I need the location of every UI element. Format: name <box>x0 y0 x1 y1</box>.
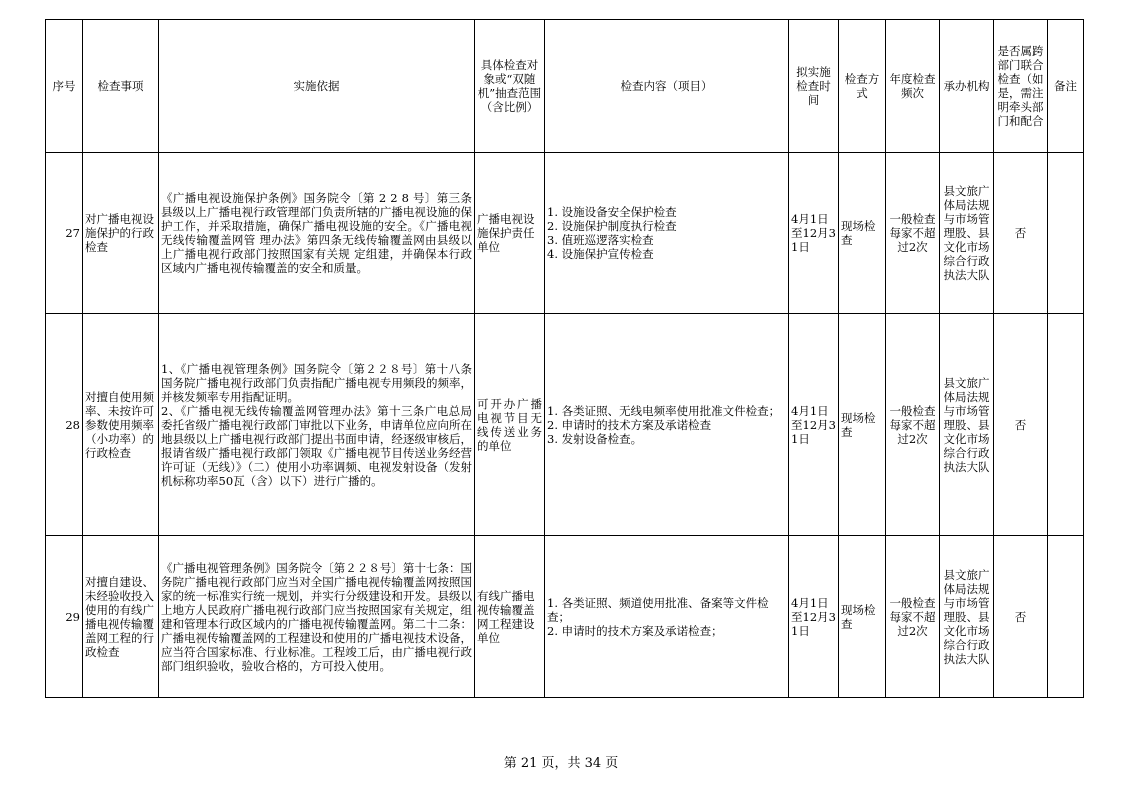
row-item: 对广播电视设施保护的行政检查 <box>83 153 159 314</box>
header-joint: 是否属跨部门联合检查（如是，需注明牵头部门和配合 <box>994 20 1048 153</box>
row-basis: 《广播电视设施保护条例》国务院令〔第 2 2 8 号〕第三条 县级以上广播电视行政管理部门负责所辖的广播电视设施的保护工作，并采取措施，确保广播电视设施的安全。《广播电视无线传输覆盖网管 理办法》第四条无线传输覆盖网由县级以上广播电视行政部门按照国家有关规 定组建，并确保本行政区域内广播电视传输覆盖的安全和质量。 <box>159 153 475 314</box>
row-joint: 否 <box>994 536 1048 698</box>
row-no: 27 <box>46 153 83 314</box>
row-no: 28 <box>46 314 83 536</box>
row-freq: 一般检查每家不超过2次 <box>886 536 940 698</box>
row-object: 广播电视设 施保护责任单位 <box>475 153 545 314</box>
row-content: 1. 设施设备安全保护检查 2. 设施保护制度执行检查 3. 值班巡逻落实检查 4. 设施保护宣传检查 <box>545 153 789 314</box>
header-row <box>46 20 1084 153</box>
row-content: 1. 各类证照、频道使用批准、备案等文件检查； 2. 申请时的技术方案及承诺检查； <box>545 536 789 698</box>
header-org: 承办机构 <box>940 20 994 153</box>
row-basis: 《广播电视管理条例》国务院令〔第２２８号〕第十七条：国务院广播电视行政部门应当对全国广播电视传输覆盖网按照国家的统一标准实行统一规划，并实行分级建设和开发。县级以上地方人民政府广播电视行政部门应当按照国家有关规定，组建和管理本行政区域内的广播电视传输覆盖网。第二十二条：广播电视传输覆盖网的工程建设和使用的广播电视技术设备，应当符合国家标准、行业标准。工程竣工后，由广播电视行政部门组织验收，验收合格的，方可投入使用。 <box>159 536 475 698</box>
header-content: 检查内容（项目） <box>545 20 789 153</box>
row-object: 有线广播电视传输覆盖网工程建设单位 <box>475 536 545 698</box>
row-time: 4月1日至12月31日 <box>789 153 839 314</box>
page-number: 第 21 页，共 34 页 <box>503 756 619 771</box>
table-row <box>46 536 1084 698</box>
row-no: 29 <box>46 536 83 698</box>
table-row <box>46 314 1084 536</box>
header-object: 具体检查对象或“双随机”抽查范围（含比例） <box>475 20 545 153</box>
row-joint: 否 <box>994 153 1048 314</box>
inspection-table <box>45 19 1084 698</box>
row-note <box>1048 314 1084 536</box>
row-time: 4月1日至12月31日 <box>789 314 839 536</box>
header-basis: 实施依据 <box>159 20 475 153</box>
header-freq: 年度检查频次 <box>886 20 940 153</box>
row-joint: 否 <box>994 314 1048 536</box>
row-org: 县文旅广体局法规与市场管理股、县文化市场综合行政执法大队 <box>940 314 994 536</box>
row-note <box>1048 153 1084 314</box>
row-method: 现场检查 <box>839 536 886 698</box>
row-time: 4月1日至12月31日 <box>789 536 839 698</box>
row-item: 对擅自建设、未经验收投入使用的有线广播电视传输覆盖网工程的行政检查 <box>83 536 159 698</box>
header-item: 检查事项 <box>83 20 159 153</box>
header-note: 备注 <box>1048 20 1084 153</box>
header-time: 拟实施检查时间 <box>789 20 839 153</box>
row-org: 县文旅广体局法规与市场管理股、县文化市场综合行政执法大队 <box>940 153 994 314</box>
row-freq: 一般检查每家不超过2次 <box>886 314 940 536</box>
row-method: 现场检查 <box>839 153 886 314</box>
header-no: 序号 <box>46 20 83 153</box>
row-item: 对擅自使用频率、未按许可参数使用频率（小功率）的行政检查 <box>83 314 159 536</box>
row-content: 1. 各类证照、无线电频率使用批准文件检查； 2. 申请时的技术方案及承诺检查 3. 发射设备检查。 <box>545 314 789 536</box>
header-method: 检查方式 <box>839 20 886 153</box>
table-row <box>46 153 1084 314</box>
row-basis: 1、《广播电视管理条例》国务院令〔第２２８号〕第十八条国务院广播电视行政部门负责指配广播电视专用频段的频率，并核发频率专用指配证明。 2、《广播电视无线传输覆盖网管理办法》第十三条广电总局委托省级广播电视行政部门审批以下业务，申请单位应向所在地县级以上广播电视行政部门提出书面申请，经逐级审核后，报请省级广播电视行政部门领取《广播电视节目传送业务经营许可证（无线）》（二）使用小功率调频、电视发射设备（发射机标称功率50瓦（含）以下）进行广播的。 <box>159 314 475 536</box>
row-org: 县文旅广体局法规与市场管理股、县文化市场综合行政执法大队 <box>940 536 994 698</box>
row-freq: 一般检查每家不超过2次 <box>886 153 940 314</box>
row-note <box>1048 536 1084 698</box>
row-method: 现场检查 <box>839 314 886 536</box>
row-object: 可开办广播电视节目无线传送业务的单位 <box>475 314 545 536</box>
